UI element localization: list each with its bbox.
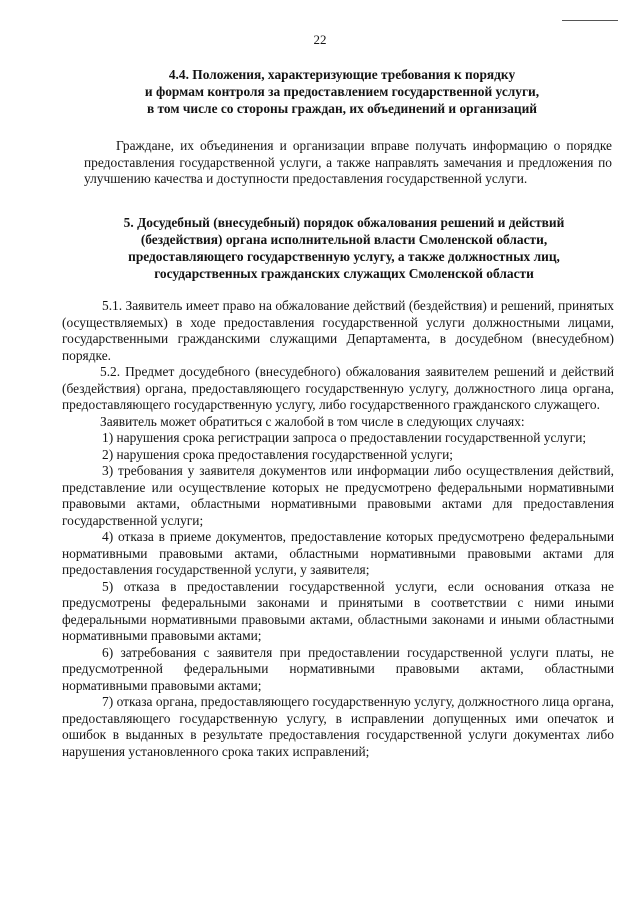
section-5-heading	[84, 214, 604, 282]
section-5-body	[62, 298, 614, 760]
list-item-2: 2) нарушения срока предоставления государственной услуги;	[102, 446, 454, 462]
list-item-4: 4) отказа в приеме документов, предоставление которых предусмотрено федеральными нормативными правовыми актами, областными нормативными правовыми актами для предоставления государственной услуги, у заявителя;	[62, 529, 614, 577]
heading-line: предоставляющего государственную услугу, а также должностных лиц,	[128, 249, 560, 264]
heading-line: (бездействия) органа исполнительной власти Смоленской области,	[140, 232, 548, 247]
paragraph-5-1: 5.1. Заявитель имеет право на обжалование действий (бездействия) и решений, принятых (осуществляемых) в ходе предоставления государственной услуги должностными лицами, государственными гражданскими служащими Департамента, в досудебном (внесудебном) порядке.	[62, 298, 614, 363]
paragraph: Граждане, их объединения и организации вправе получать информацию о порядке предоставления государственной услуги, а также направлять замечания и предложения по улучшению качества и доступности предоставления государственной услуги.	[84, 138, 612, 186]
paragraph-intro: Заявитель может обратиться с жалобой в том числе в следующих случаях:	[100, 413, 525, 429]
section-4-4-heading	[84, 66, 600, 117]
heading-line: и формам контроля за предоставлением государственной услуги,	[144, 84, 540, 99]
heading-line: государственных гражданских служащих Смоленской области	[154, 266, 534, 281]
list-item-6: 6) затребования с заявителя при предоставлении государственной услуги платы, не предусмотренной федеральными нормативными правовыми актами, областными нормативными правовыми актами;	[62, 644, 614, 693]
heading-line: 5. Досудебный (внесудебный) порядок обжалования решений и действий	[123, 215, 565, 230]
heading-line: 4.4. Положения, характеризующие требования к порядку	[168, 67, 516, 82]
page-number: 22	[313, 32, 327, 47]
list-item-1: 1) нарушения срока регистрации запроса о предоставлении государственной услуги;	[102, 430, 587, 445]
paragraph-5-2: 5.2. Предмет досудебного (внесудебного) обжалования заявителем решений и действий (бездействия) органа, предоставляющего государственную услугу, должностного лица органа, предоставляющего государственную услугу, либо государственного гражданского служащего.	[62, 364, 614, 412]
list-item-7: 7) отказа органа, предоставляющего государственную услугу, должностного лица органа, предоставляющего государственную услугу, в исправлении допущенных ими опечаток и ошибок в выданных в результате предоставления государственной услуги документах либо нарушения установленного срока таких исправлений;	[62, 694, 614, 759]
scan-mark-line	[562, 20, 618, 21]
heading-line: в том числе со стороны граждан, их объединений и организаций	[146, 101, 538, 116]
list-item-5: 5) отказа в предоставлении государственной услуги, если основания отказа не предусмотрены федеральными законами и принятыми в соответствии с ними иными федеральными нормативными правовыми актами, областными законами и иными областными нормативными правовыми актами;	[62, 578, 614, 643]
list-item-3: 3) требования у заявителя документов или информации либо осуществления действий, представление или осуществление которых не предусмотрено федеральными нормативными правовыми актами, областными нормативными правовыми актами для предоставления государственной услуги;	[62, 463, 614, 528]
section-4-4-body	[84, 138, 612, 188]
